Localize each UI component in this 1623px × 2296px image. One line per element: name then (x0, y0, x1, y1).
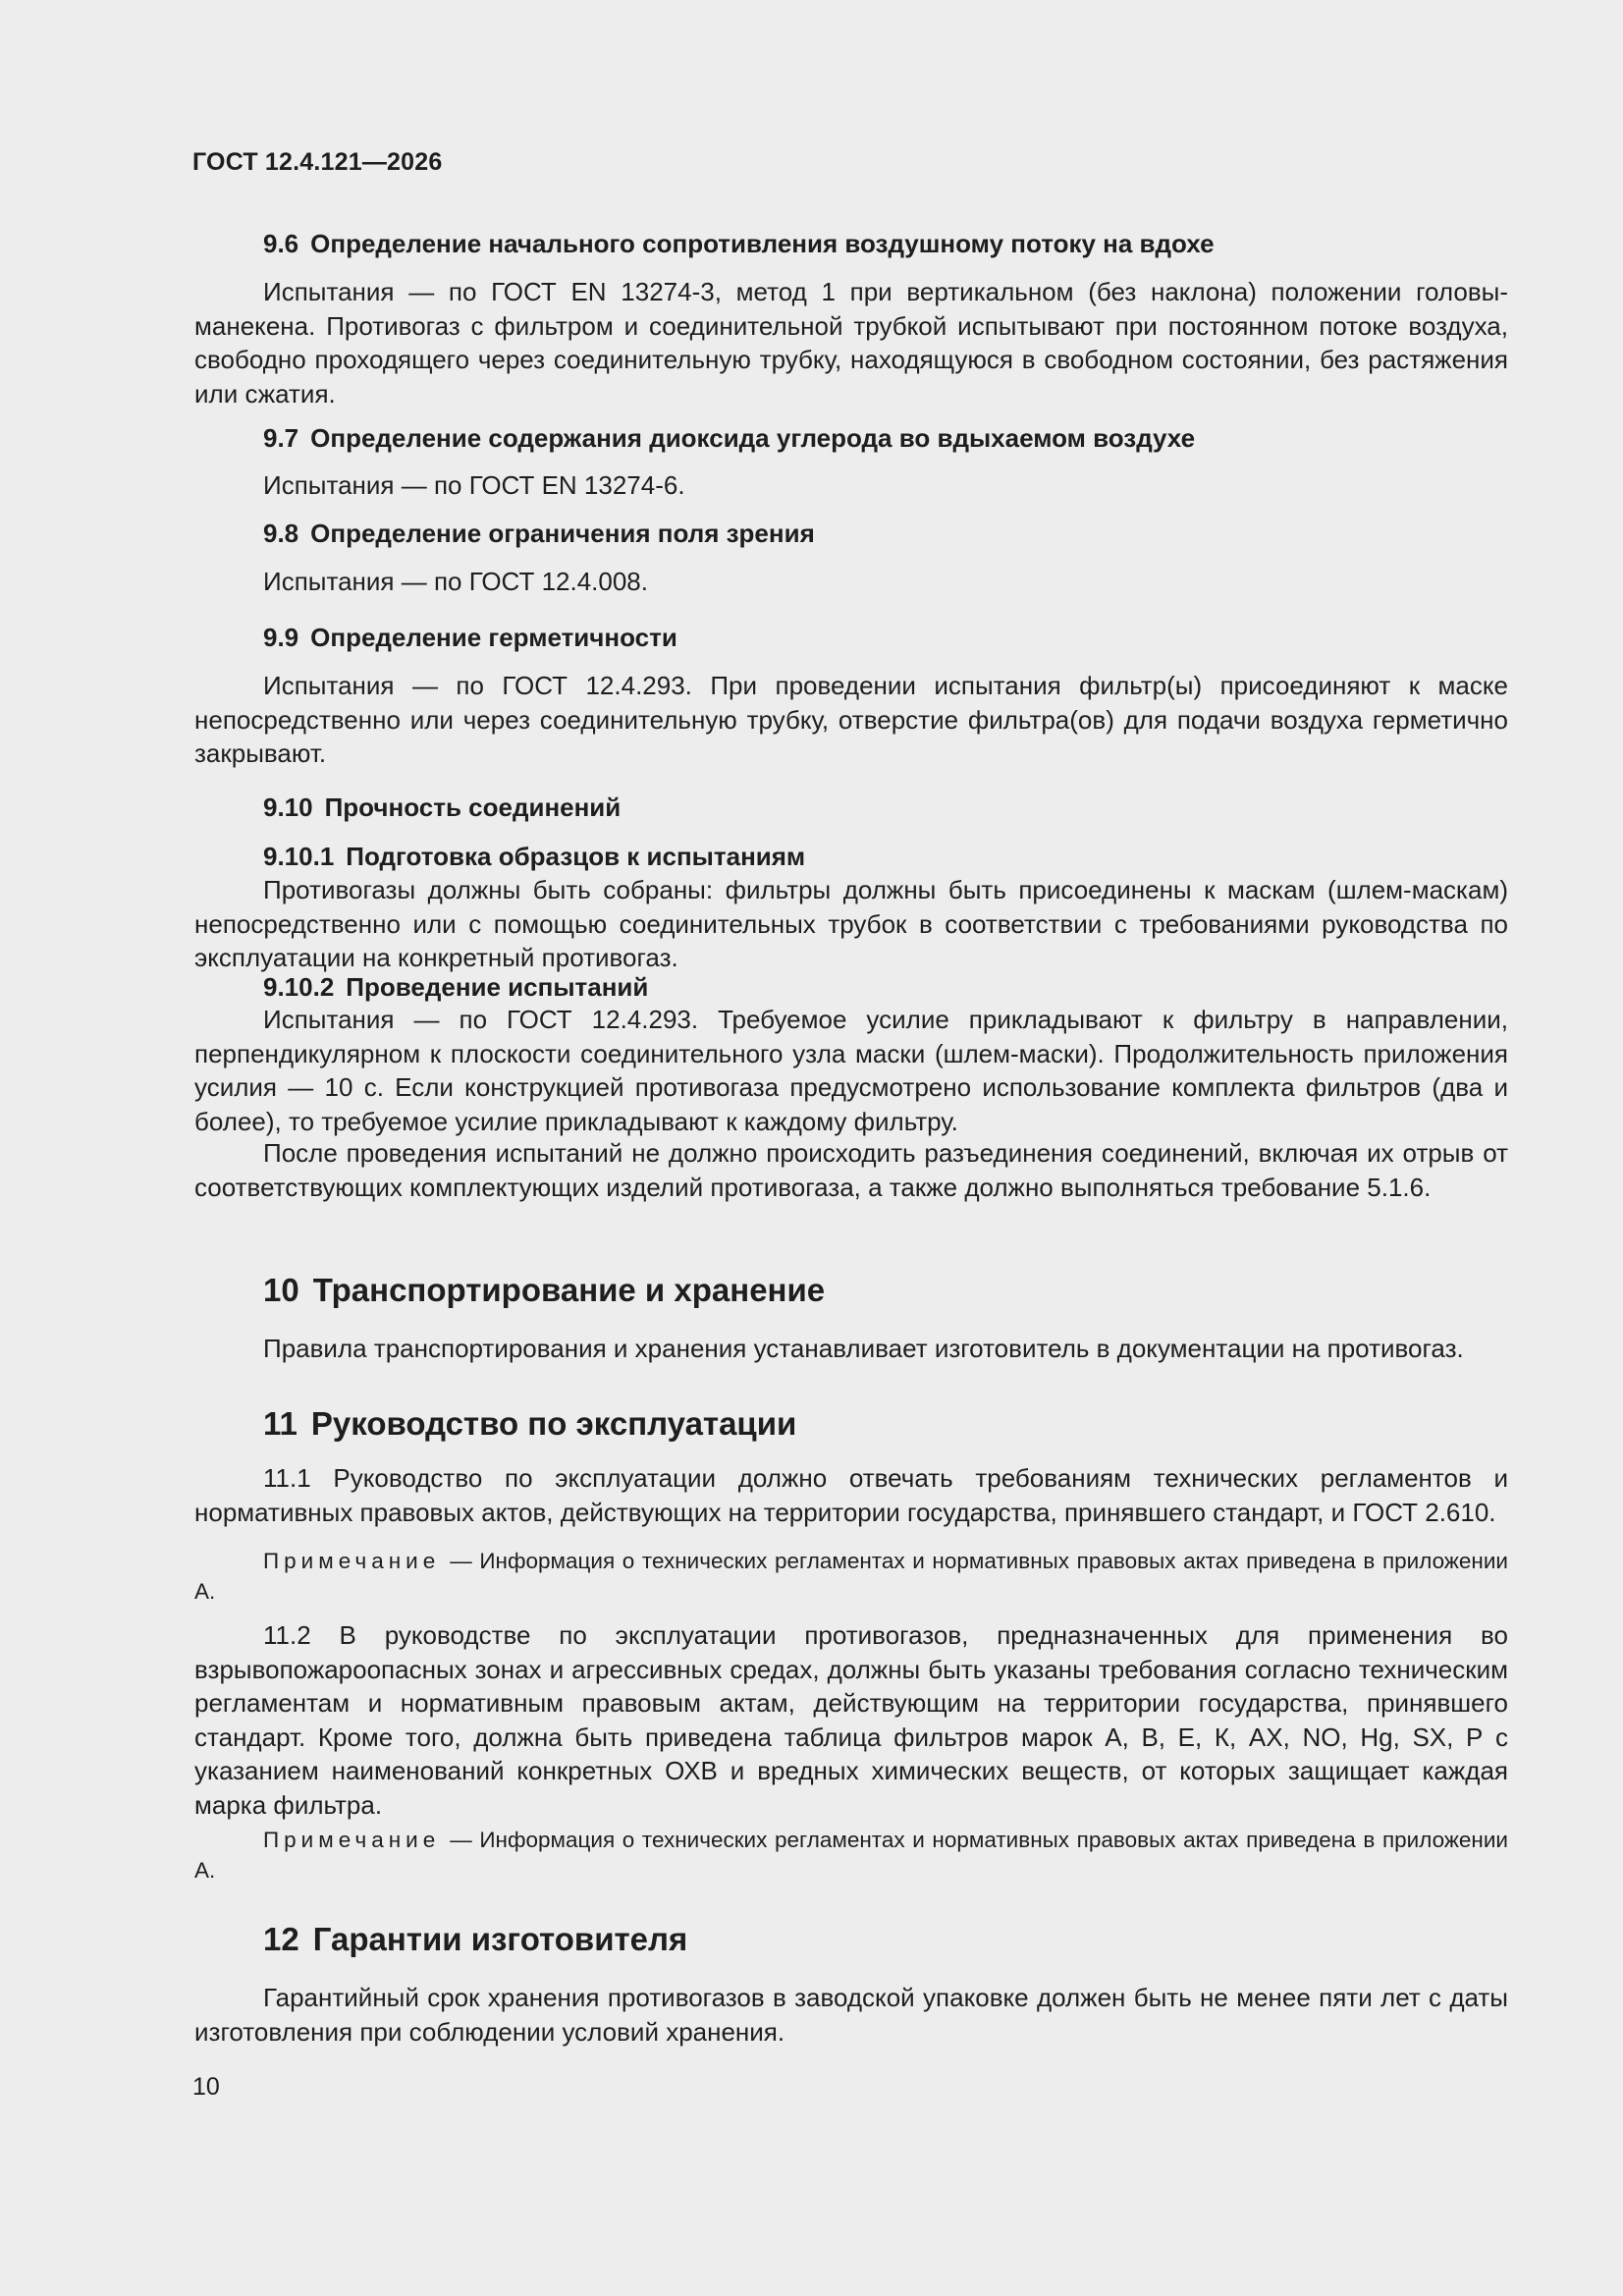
section-heading-12 (263, 1919, 687, 1960)
section-heading-10 (263, 1270, 825, 1311)
document-header: ГОСТ 12.4.121—2026 (192, 148, 443, 176)
section-number: 9.10.2 (263, 972, 335, 1002)
section-title: Определение герметичности (310, 623, 677, 652)
section-number: 9.9 (263, 623, 299, 652)
note-11-2 (194, 1825, 1508, 1886)
paragraph-9-10-1: Противогазы должны быть собраны: фильтры должны быть присоединены к маскам (шлем-маскам) непосредственно или с помощью соединительных трубок в соответствии с требованиями руководства по эксплуатации на конкретный противогаз. (194, 875, 1508, 972)
section-number: 9.10 (263, 793, 313, 822)
section-heading-9-10-2 (263, 970, 648, 1004)
paragraph-11-2: 11.2 В руководстве по эксплуатации противогазов, предназначенных для применения во взрывопожароопасных зонах и агрессивных средах, должны быть указаны требования согласно техническим регламентам и нормативным правовым актам, действующим на территории государства, принявшего стандарт. Кроме того, должна быть приведена таблица фильтров марок А, В, Е, К, АХ, NO, Hg, SX, Р с указанием наименований конкретных ОХВ и вредных химических веществ, от которых защищает каждая марка фильтра. (194, 1620, 1508, 1820)
paragraph-9-8: Испытания — по ГОСТ 12.4.008. (263, 567, 648, 596)
section-number: 12 (263, 1921, 299, 1957)
section-title: Определение ограничения поля зрения (310, 519, 815, 548)
paragraph-9-10-2-b: После проведения испытаний не должно происходить разъединения соединений, включая их отрыв от соответствующих комплектующих изделий противогаза, а также должно выполняться требование 5.1.6. (194, 1138, 1508, 1202)
section-title: Определение начального сопротивления воздушному потоку на вдохе (310, 229, 1215, 258)
section-number: 9.10.1 (263, 842, 335, 871)
section-heading-11 (263, 1403, 796, 1445)
section-title: Подготовка образцов к испытаниям (346, 842, 806, 871)
section-number: 9.7 (263, 423, 299, 453)
section-title: Руководство по эксплуатации (310, 1405, 797, 1442)
note-label: Примечание (263, 1828, 441, 1852)
section-title: Транспортирование и хранение (312, 1272, 826, 1308)
note-text: — Информация о технических регламентах и нормативных правовых актах приведена в приложении А. (194, 1549, 1508, 1604)
paragraph-9-10-2-a: Испытания — по ГОСТ 12.4.293. Требуемое усилие прикладывают к фильтру в направлении, перпендикулярном к плоскости соединительного узла маски (шлем-маски). Продолжительность приложения усилия — 10 с. Если конструкцией противогаза предусмотрено использование комплекта фильтров (два и более), то требуемое усилие прикладывают к каждому фильтру. (194, 1005, 1508, 1136)
section-heading-9-9 (263, 621, 677, 654)
paragraph-10: Правила транспортирования и хранения устанавливает изготовитель в документации на противогаз. (263, 1334, 1464, 1363)
paragraph-11-1: 11.1 Руководство по эксплуатации должно отвечать требованиям технических регламентов и нормативных правовых актов, действующих на территории государства, принявшего стандарт, и ГОСТ 2.610. (194, 1463, 1508, 1527)
section-number: 9.6 (263, 229, 299, 258)
section-heading-9-7 (263, 421, 1195, 455)
note-11-1 (194, 1546, 1508, 1607)
section-number: 10 (263, 1272, 299, 1308)
paragraph-9-7: Испытания — по ГОСТ EN 13274-6. (263, 470, 685, 500)
section-title: Гарантии изготовителя (312, 1921, 688, 1957)
paragraph-12: Гарантийный срок хранения противогазов в заводской упаковке должен быть не менее пяти лет с даты изготовления при соблюдении условий хранения. (194, 1983, 1508, 2047)
section-title: Определение содержания диоксида углерода во вдыхаемом воздухе (310, 423, 1196, 453)
note-label: Примечание (263, 1549, 441, 1573)
note-text: — Информация о технических регламентах и нормативных правовых актах приведена в приложении А. (194, 1828, 1508, 1883)
section-number: 9.8 (263, 519, 299, 548)
section-heading-9-6 (263, 227, 1215, 260)
section-title: Прочность соединений (324, 793, 622, 822)
section-number: 11 (263, 1405, 298, 1442)
paragraph-9-6: Испытания — по ГОСТ EN 13274-3, метод 1 при вертикальном (без наклона) положении головы-манекена. Противогаз с фильтром и соединительной трубкой испытывают при постоянном потоке воздуха, свободно проходящего через соединительную трубку, находящуюся в свободном состоянии, без растяжения или сжатия. (194, 277, 1508, 409)
page-number: 10 (192, 2073, 220, 2101)
section-heading-9-8 (263, 517, 815, 550)
section-title: Проведение испытаний (346, 972, 649, 1002)
section-heading-9-10-1 (263, 840, 805, 873)
section-heading-9-10 (263, 791, 621, 824)
paragraph-9-9: Испытания — по ГОСТ 12.4.293. При проведении испытания фильтр(ы) присоединяют к маске непосредственно или через соединительную трубку, отверстие фильтра(ов) для подачи воздуха герметично закрывают. (194, 671, 1508, 768)
